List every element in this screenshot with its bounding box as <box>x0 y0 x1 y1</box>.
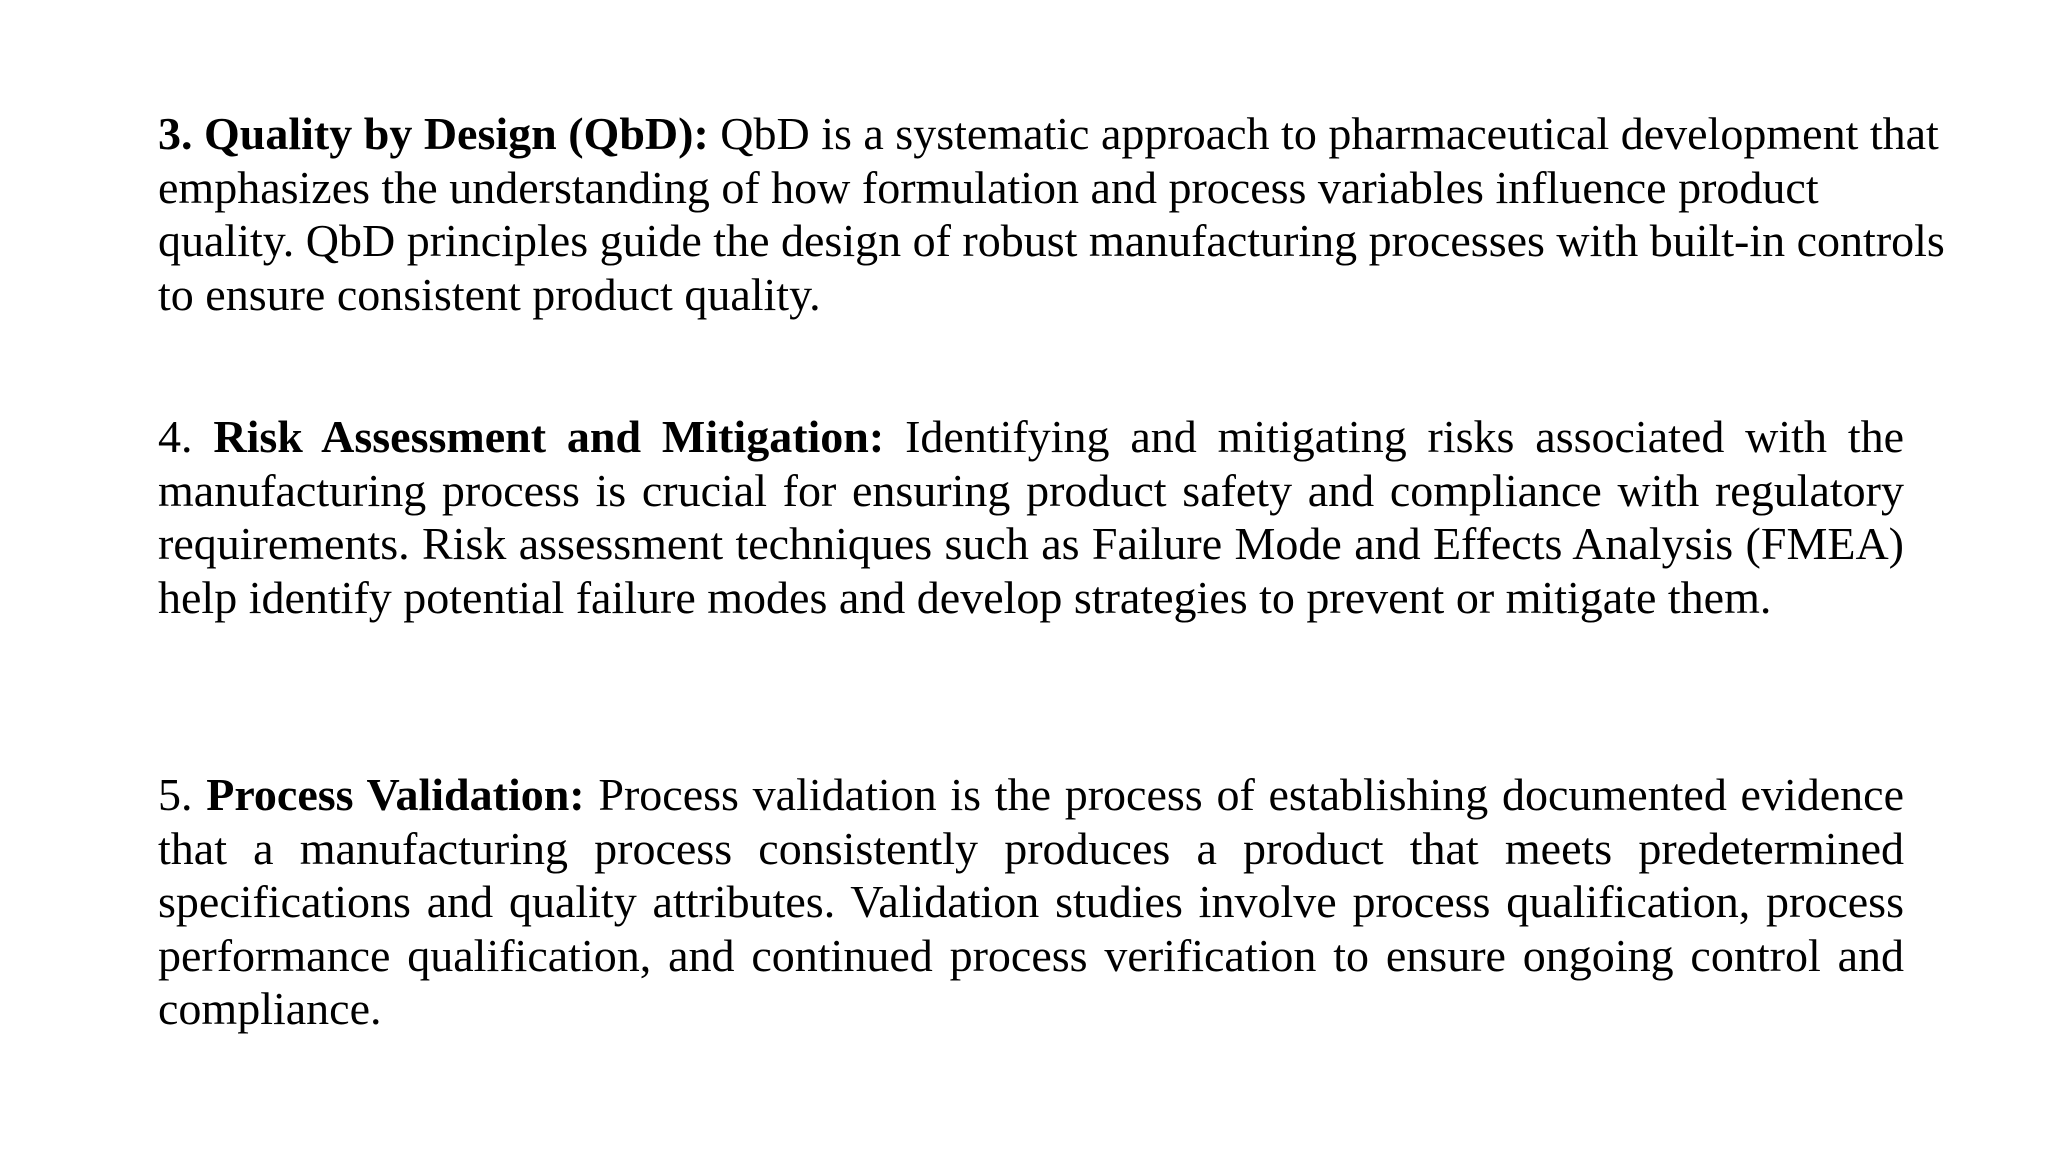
section-body: QbD is a systematic approach to pharmaceutical development that emphasizes the understanding of how formulation and process variables influence product quality. QbD principles guide the design of robust manufacturing processes with built-in controls to ensure consistent product quality. <box>158 108 1945 320</box>
section-quality-by-design <box>158 107 1948 321</box>
section-body: Identifying and mitigating risks associated with the manufacturing process is crucial for ensuring product safety and compliance with regulatory requirements. Risk assessment techniques such as Failure Mode and Effects Analysis (FMEA) help identify potential failure modes and develop strategies to prevent or mitigate them. <box>158 411 1905 623</box>
section-body: Process validation is the process of establishing documented evidence that a manufacturing process consistently produces a product that meets predetermined specifications and quality attributes. Validation studies involve process qualification, process performance qualification, and continued process verification to ensure ongoing control and compliance. <box>158 769 1905 1034</box>
section-number: 5. <box>158 769 207 820</box>
section-heading: Process Validation: <box>206 769 585 820</box>
section-number: 4. <box>158 411 214 462</box>
section-heading: 3. Quality by Design (QbD): <box>158 108 709 159</box>
section-risk-assessment <box>158 410 1904 624</box>
section-heading: Risk Assessment and Mitigation: <box>213 411 885 462</box>
section-process-validation <box>158 768 1904 1036</box>
